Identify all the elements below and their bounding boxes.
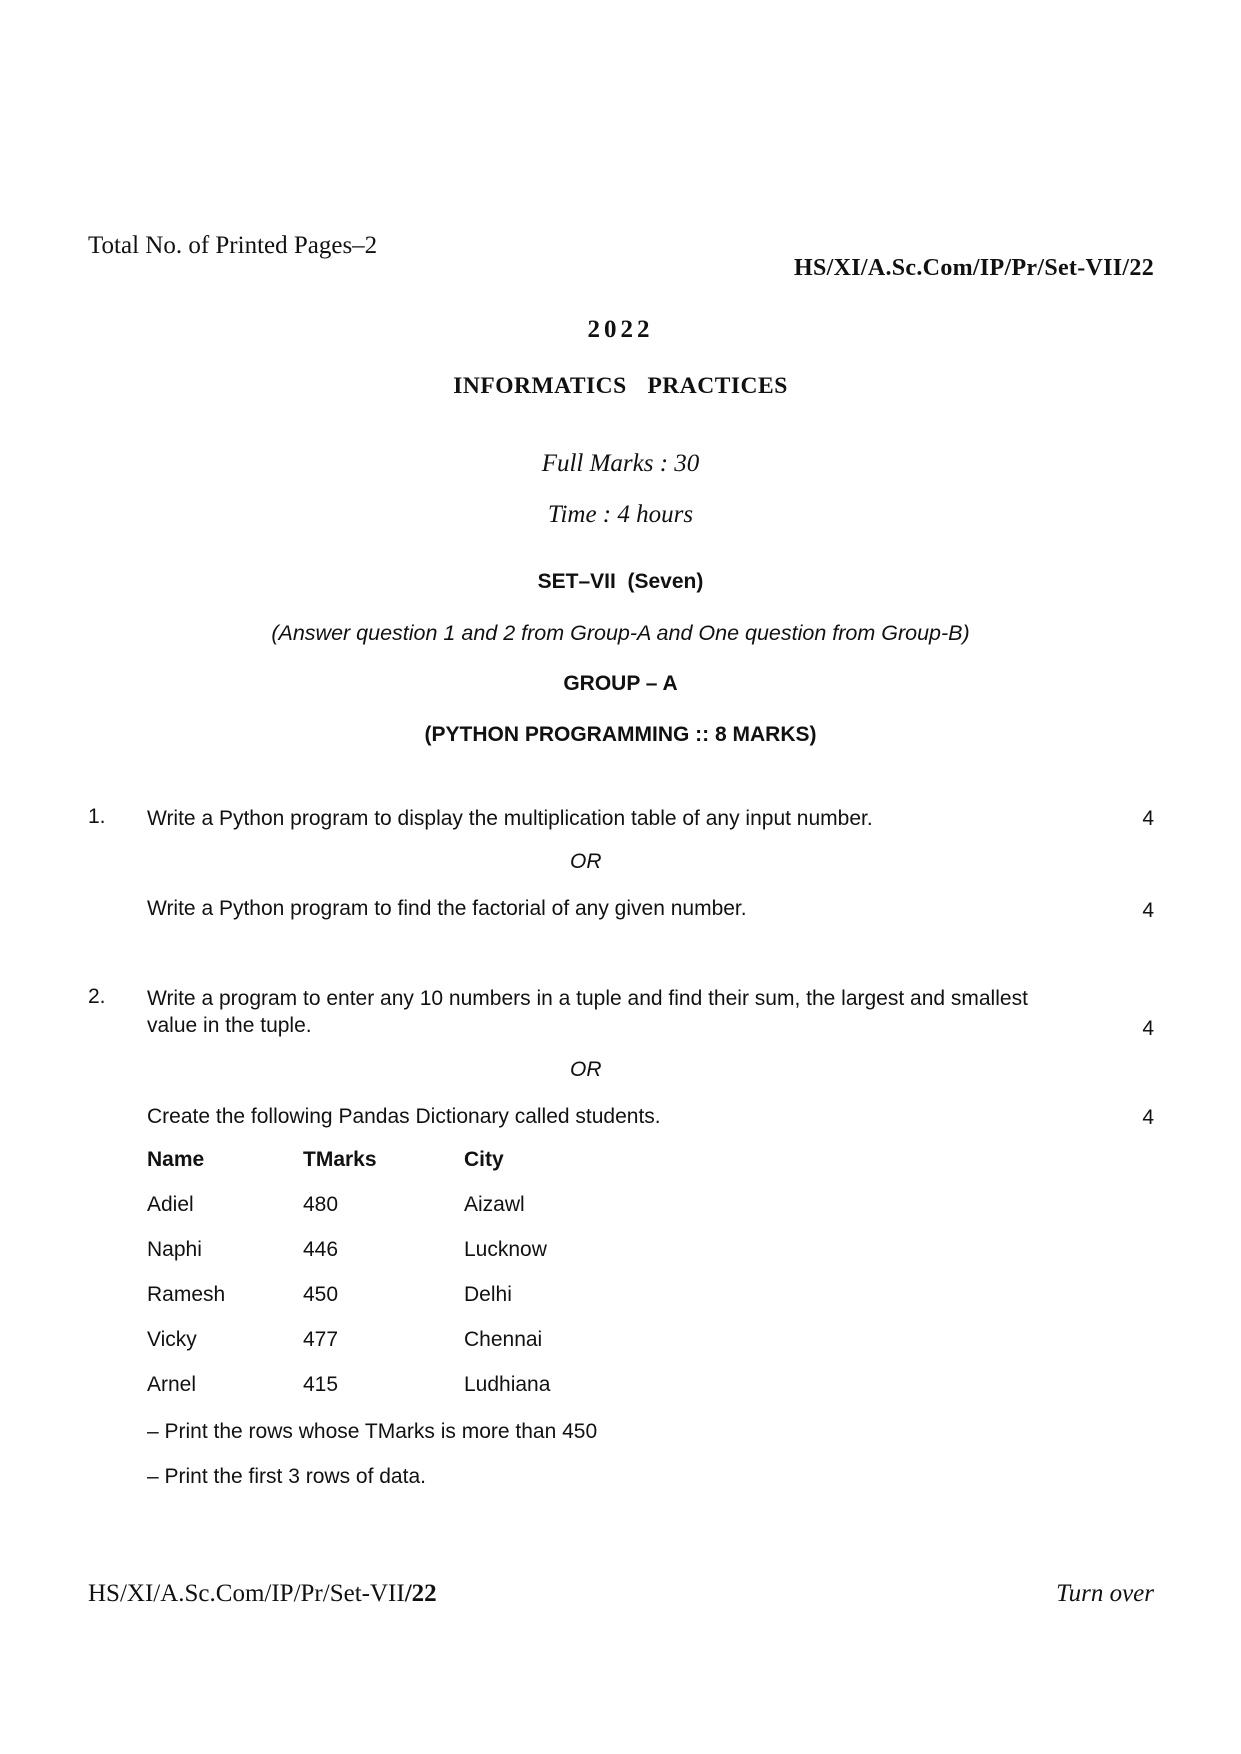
question-marks: 4: [1142, 807, 1154, 830]
cell-city: Delhi: [464, 1283, 512, 1306]
cell-name: Vicky: [147, 1328, 197, 1351]
or-label: OR: [570, 850, 602, 873]
question-text: Write a Python program to display the multiplication table of any input number.: [147, 807, 873, 830]
or-label: OR: [570, 1058, 602, 1081]
cell-city: Aizawl: [464, 1193, 525, 1216]
group-heading: GROUP – A: [563, 672, 678, 695]
cell-name: Ramesh: [147, 1283, 226, 1306]
exam-year: 2022: [587, 316, 654, 343]
footer-paper-code: [88, 1580, 437, 1608]
footer-code-suffix: /22: [404, 1580, 437, 1607]
question-alt-marks: 4: [1142, 1106, 1154, 1129]
cell-name: Naphi: [147, 1238, 202, 1261]
set-label: SET–VII (Seven): [537, 570, 704, 593]
time-allowed: Time : 4 hours: [547, 501, 694, 528]
column-header-tmarks: TMarks: [303, 1148, 377, 1171]
paper-code: HS/XI/A.Sc.Com/IP/Pr/Set-VII/22: [794, 255, 1154, 281]
full-marks: Full Marks : 30: [541, 450, 700, 477]
cell-tmarks: 477: [303, 1328, 339, 1351]
total-pages-note: Total No. of Printed Pages–2: [88, 232, 378, 259]
cell-name: Arnel: [147, 1373, 197, 1396]
cell-city: Lucknow: [464, 1238, 547, 1261]
question-alt-text: Write a Python program to find the factorial of any given number.: [147, 897, 747, 920]
cell-tmarks: 480: [303, 1193, 339, 1216]
question-alt-text: Create the following Pandas Dictionary called students.: [147, 1105, 661, 1128]
cell-tmarks: 446: [303, 1238, 339, 1261]
question-number: 1.: [88, 805, 106, 828]
footer-code-prefix: HS/XI/A.Sc.Com/IP/Pr/Set-VII: [88, 1580, 405, 1607]
question-text-line1: Write a program to enter any 10 numbers in a tuple and find their sum, the largest and smallest: [147, 987, 1028, 1010]
instruction: (Answer question 1 and 2 from Group-A and One question from Group-B): [271, 621, 970, 645]
cell-city: Chennai: [464, 1328, 543, 1351]
cell-tmarks: 415: [303, 1373, 339, 1396]
cell-city: Ludhiana: [464, 1373, 551, 1396]
question-marks: 4: [1142, 1017, 1154, 1040]
question-alt-marks: 4: [1142, 899, 1154, 922]
cell-tmarks: 450: [303, 1283, 339, 1306]
column-header-city: City: [464, 1148, 504, 1171]
task-item: – Print the first 3 rows of data.: [147, 1465, 426, 1488]
task-item: – Print the rows whose TMarks is more than 450: [147, 1420, 598, 1443]
question-number: 2.: [88, 985, 106, 1008]
question-text-line2: value in the tuple.: [147, 1014, 312, 1037]
column-header-name: Name: [147, 1148, 205, 1171]
turn-over-note: Turn over: [1056, 1580, 1154, 1607]
group-subtitle: (PYTHON PROGRAMMING :: 8 MARKS): [424, 723, 817, 746]
cell-name: Adiel: [147, 1193, 194, 1216]
subject-title: INFORMATICS PRACTICES: [453, 373, 788, 399]
